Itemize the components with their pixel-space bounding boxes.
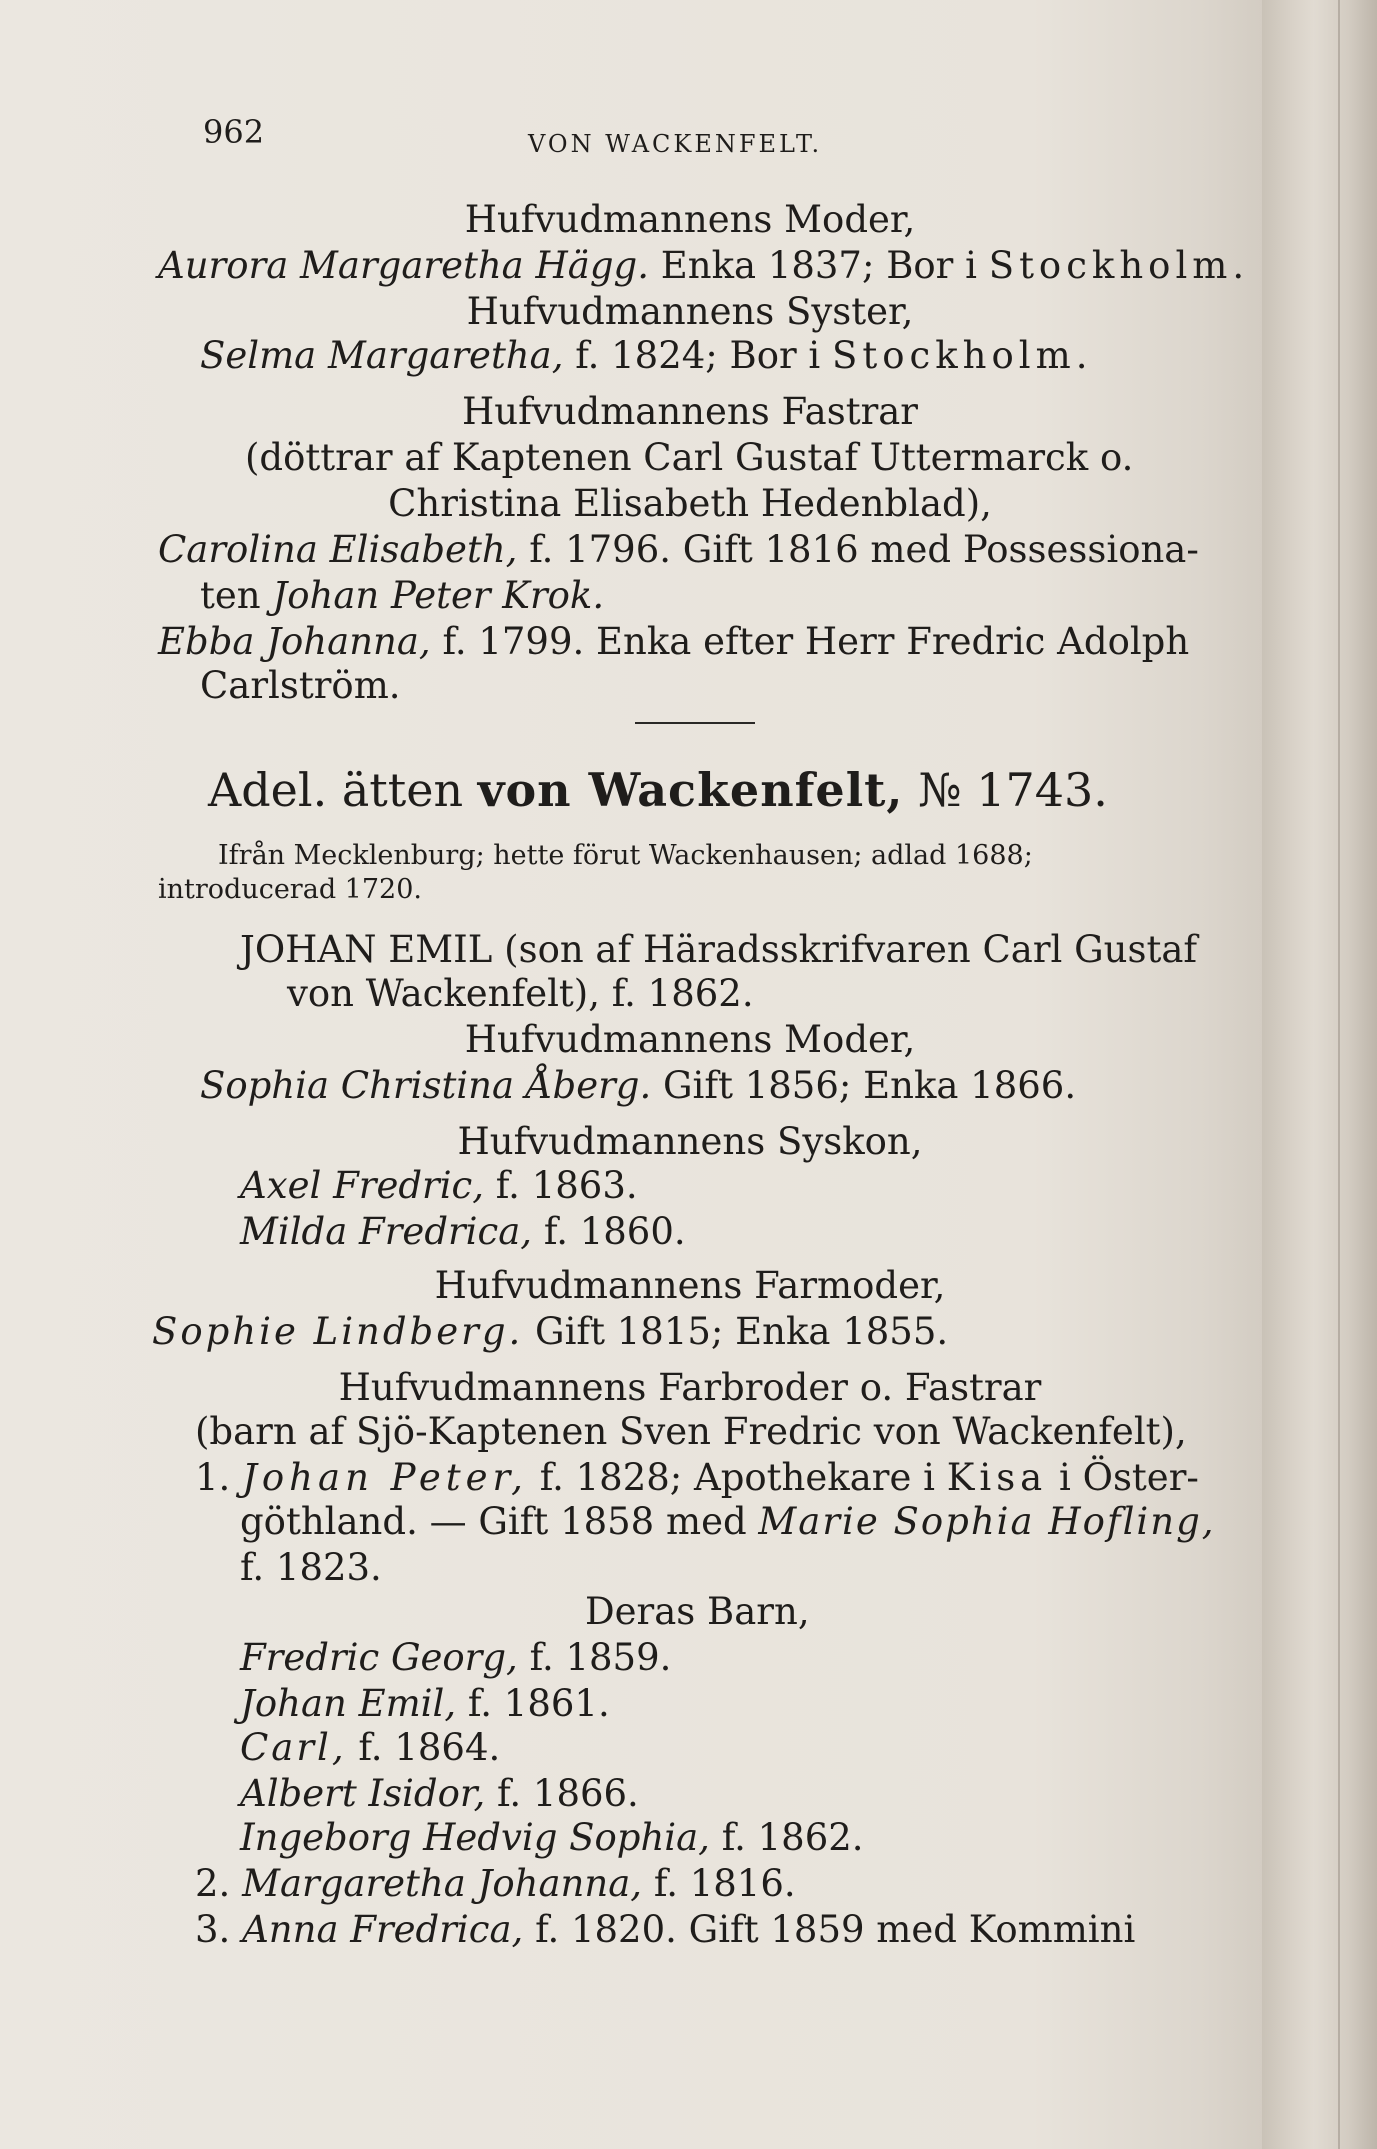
carolina-text: f. 1796. Gift 1816 med Possessiona- <box>529 528 1199 571</box>
carolina-line <box>158 528 1199 572</box>
farmoder-heading: Hufvudmannens Farmoder, <box>434 1264 946 1307</box>
ebba-line <box>158 620 1189 664</box>
milda-name: Milda Fredrica, <box>240 1210 533 1253</box>
carolina-line-2 <box>200 574 604 618</box>
child-3-text: f. 1820. Gift 1859 med Kommini <box>535 1908 1136 1951</box>
family-title-number: № 1743. <box>918 763 1108 817</box>
grandchild-text: f. 1859. <box>529 1636 672 1679</box>
child-2-number: 2. <box>195 1862 231 1905</box>
child-1-text-2: göthland. — Gift 1858 med <box>240 1500 747 1543</box>
origin-line-1: Ifrån Mecklenburg; hette förut Wackenhausen; adlad 1688; <box>218 840 1033 871</box>
farbroder-heading: Hufvudmannens Farbroder o. Fastrar <box>338 1366 1042 1409</box>
carolina-name: Carolina Elisabeth, <box>158 528 518 571</box>
farmoder-name: Sophie Lindberg. <box>152 1310 524 1353</box>
fastrar-parent-2: Christina Elisabeth Hedenblad), <box>388 482 992 525</box>
grandchild-text: f. 1864. <box>358 1726 501 1769</box>
farmoder-text: Gift 1815; Enka 1855. <box>535 1310 949 1353</box>
grandchild-text: f. 1866. <box>497 1772 639 1815</box>
head-line-2: von Wackenfelt), f. 1862. <box>287 972 754 1015</box>
family-title-prefix: Adel. ätten <box>208 763 464 817</box>
child-1-number: 1. <box>195 1456 231 1499</box>
syster-text: f. 1824; Bor i <box>575 334 821 377</box>
ebba-name: Ebba Johanna, <box>158 620 431 663</box>
syster-line <box>200 334 1092 378</box>
ebba-text: f. 1799. Enka efter Herr Fredric Adolph <box>442 620 1190 663</box>
grandchild-text: f. 1861. <box>467 1682 610 1725</box>
child-1-name: Johan Peter, <box>242 1456 528 1499</box>
origin-line-2: introducerad 1720. <box>158 874 422 905</box>
moder-name: Aurora Margaretha Hägg. <box>158 244 649 287</box>
child-1-text: f. 1828; Apothekare i <box>539 1456 935 1499</box>
grandchild-name: Johan Emil, <box>240 1682 457 1725</box>
child-2-text: f. 1816. <box>653 1862 796 1905</box>
grandchild-name: Fredric Georg, <box>240 1636 518 1679</box>
grandchild-2 <box>240 1682 610 1726</box>
moder2-text: Gift 1856; Enka 1866. <box>663 1064 1077 1107</box>
child-3-name: Anna Fredrica, <box>242 1908 524 1951</box>
moder2-line <box>200 1064 1076 1108</box>
farmoder-line <box>152 1310 948 1354</box>
gutter-edge <box>1338 0 1340 2149</box>
moder-line <box>158 244 1249 288</box>
book-gutter <box>1262 0 1377 2149</box>
child-2-line <box>195 1862 796 1906</box>
fastrar-parent-1: (döttrar af Kaptenen Carl Gustaf Uttermarck o. <box>245 436 1134 479</box>
moder2-name: Sophia Christina Åberg. <box>200 1064 652 1107</box>
child-2-name: Margaretha Johanna, <box>242 1862 643 1905</box>
axel-name: Axel Fredric, <box>240 1164 485 1207</box>
grandchild-3 <box>240 1726 500 1770</box>
child-1-spouse: Marie Sophia Hofling, <box>758 1500 1216 1543</box>
moder-text: Enka 1837; Bor i <box>660 244 977 287</box>
fastrar-heading: Hufvudmannens Fastrar <box>462 390 918 433</box>
syster-city: Stockholm. <box>832 334 1093 377</box>
syster-name: Selma Margaretha, <box>200 334 564 377</box>
moder-heading: Hufvudmannens Moder, <box>464 198 916 241</box>
syster-heading: Hufvudmannens Syster, <box>466 290 914 333</box>
carolina-spouse: Johan Peter Krok. <box>272 574 605 617</box>
family-title <box>208 762 1108 818</box>
child-1-line-2 <box>240 1500 1216 1544</box>
grandchild-name: Ingeborg Hedvig Sophia, <box>240 1816 710 1859</box>
child-1-text-b: i Öster- <box>1059 1456 1199 1499</box>
moder2-heading: Hufvudmannens Moder, <box>464 1018 916 1061</box>
head-name: JOHAN EMIL <box>240 928 493 971</box>
child-1-place: Kisa <box>946 1456 1048 1499</box>
ebba-text-2: Carlström. <box>200 664 401 707</box>
moder-city: Stockholm. <box>988 244 1250 287</box>
head-text: (son af Häradsskrifvaren Carl Gustaf <box>504 928 1198 971</box>
child-3-number: 3. <box>195 1908 231 1951</box>
grandchild-5 <box>240 1816 864 1860</box>
farbroder-parent: (barn af Sjö-Kaptenen Sven Fredric von Wackenfelt), <box>195 1410 1187 1453</box>
child-3-line <box>195 1908 1135 1952</box>
milda-line <box>240 1210 686 1254</box>
head-line <box>240 928 1197 972</box>
syskon-heading: Hufvudmannens Syskon, <box>457 1120 923 1163</box>
barn-heading: Deras Barn, <box>585 1590 810 1633</box>
grandchild-1 <box>240 1636 671 1680</box>
axel-line <box>240 1164 638 1208</box>
child-1-line-3: f. 1823. <box>240 1546 382 1589</box>
grandchild-4 <box>240 1772 639 1816</box>
family-title-name: von Wackenfelt, <box>477 763 904 817</box>
section-divider <box>635 722 755 724</box>
grandchild-name: Carl, <box>240 1726 347 1769</box>
axel-text: f. 1863. <box>495 1164 638 1207</box>
grandchild-text: f. 1862. <box>721 1816 864 1859</box>
grandchild-name: Albert Isidor, <box>240 1772 486 1815</box>
milda-text: f. 1860. <box>543 1210 686 1253</box>
carolina-text-2: ten <box>200 574 261 617</box>
page-number: 962 <box>203 113 265 151</box>
child-1-line <box>195 1456 1199 1500</box>
running-title: VON WACKENFELT. <box>528 130 823 158</box>
